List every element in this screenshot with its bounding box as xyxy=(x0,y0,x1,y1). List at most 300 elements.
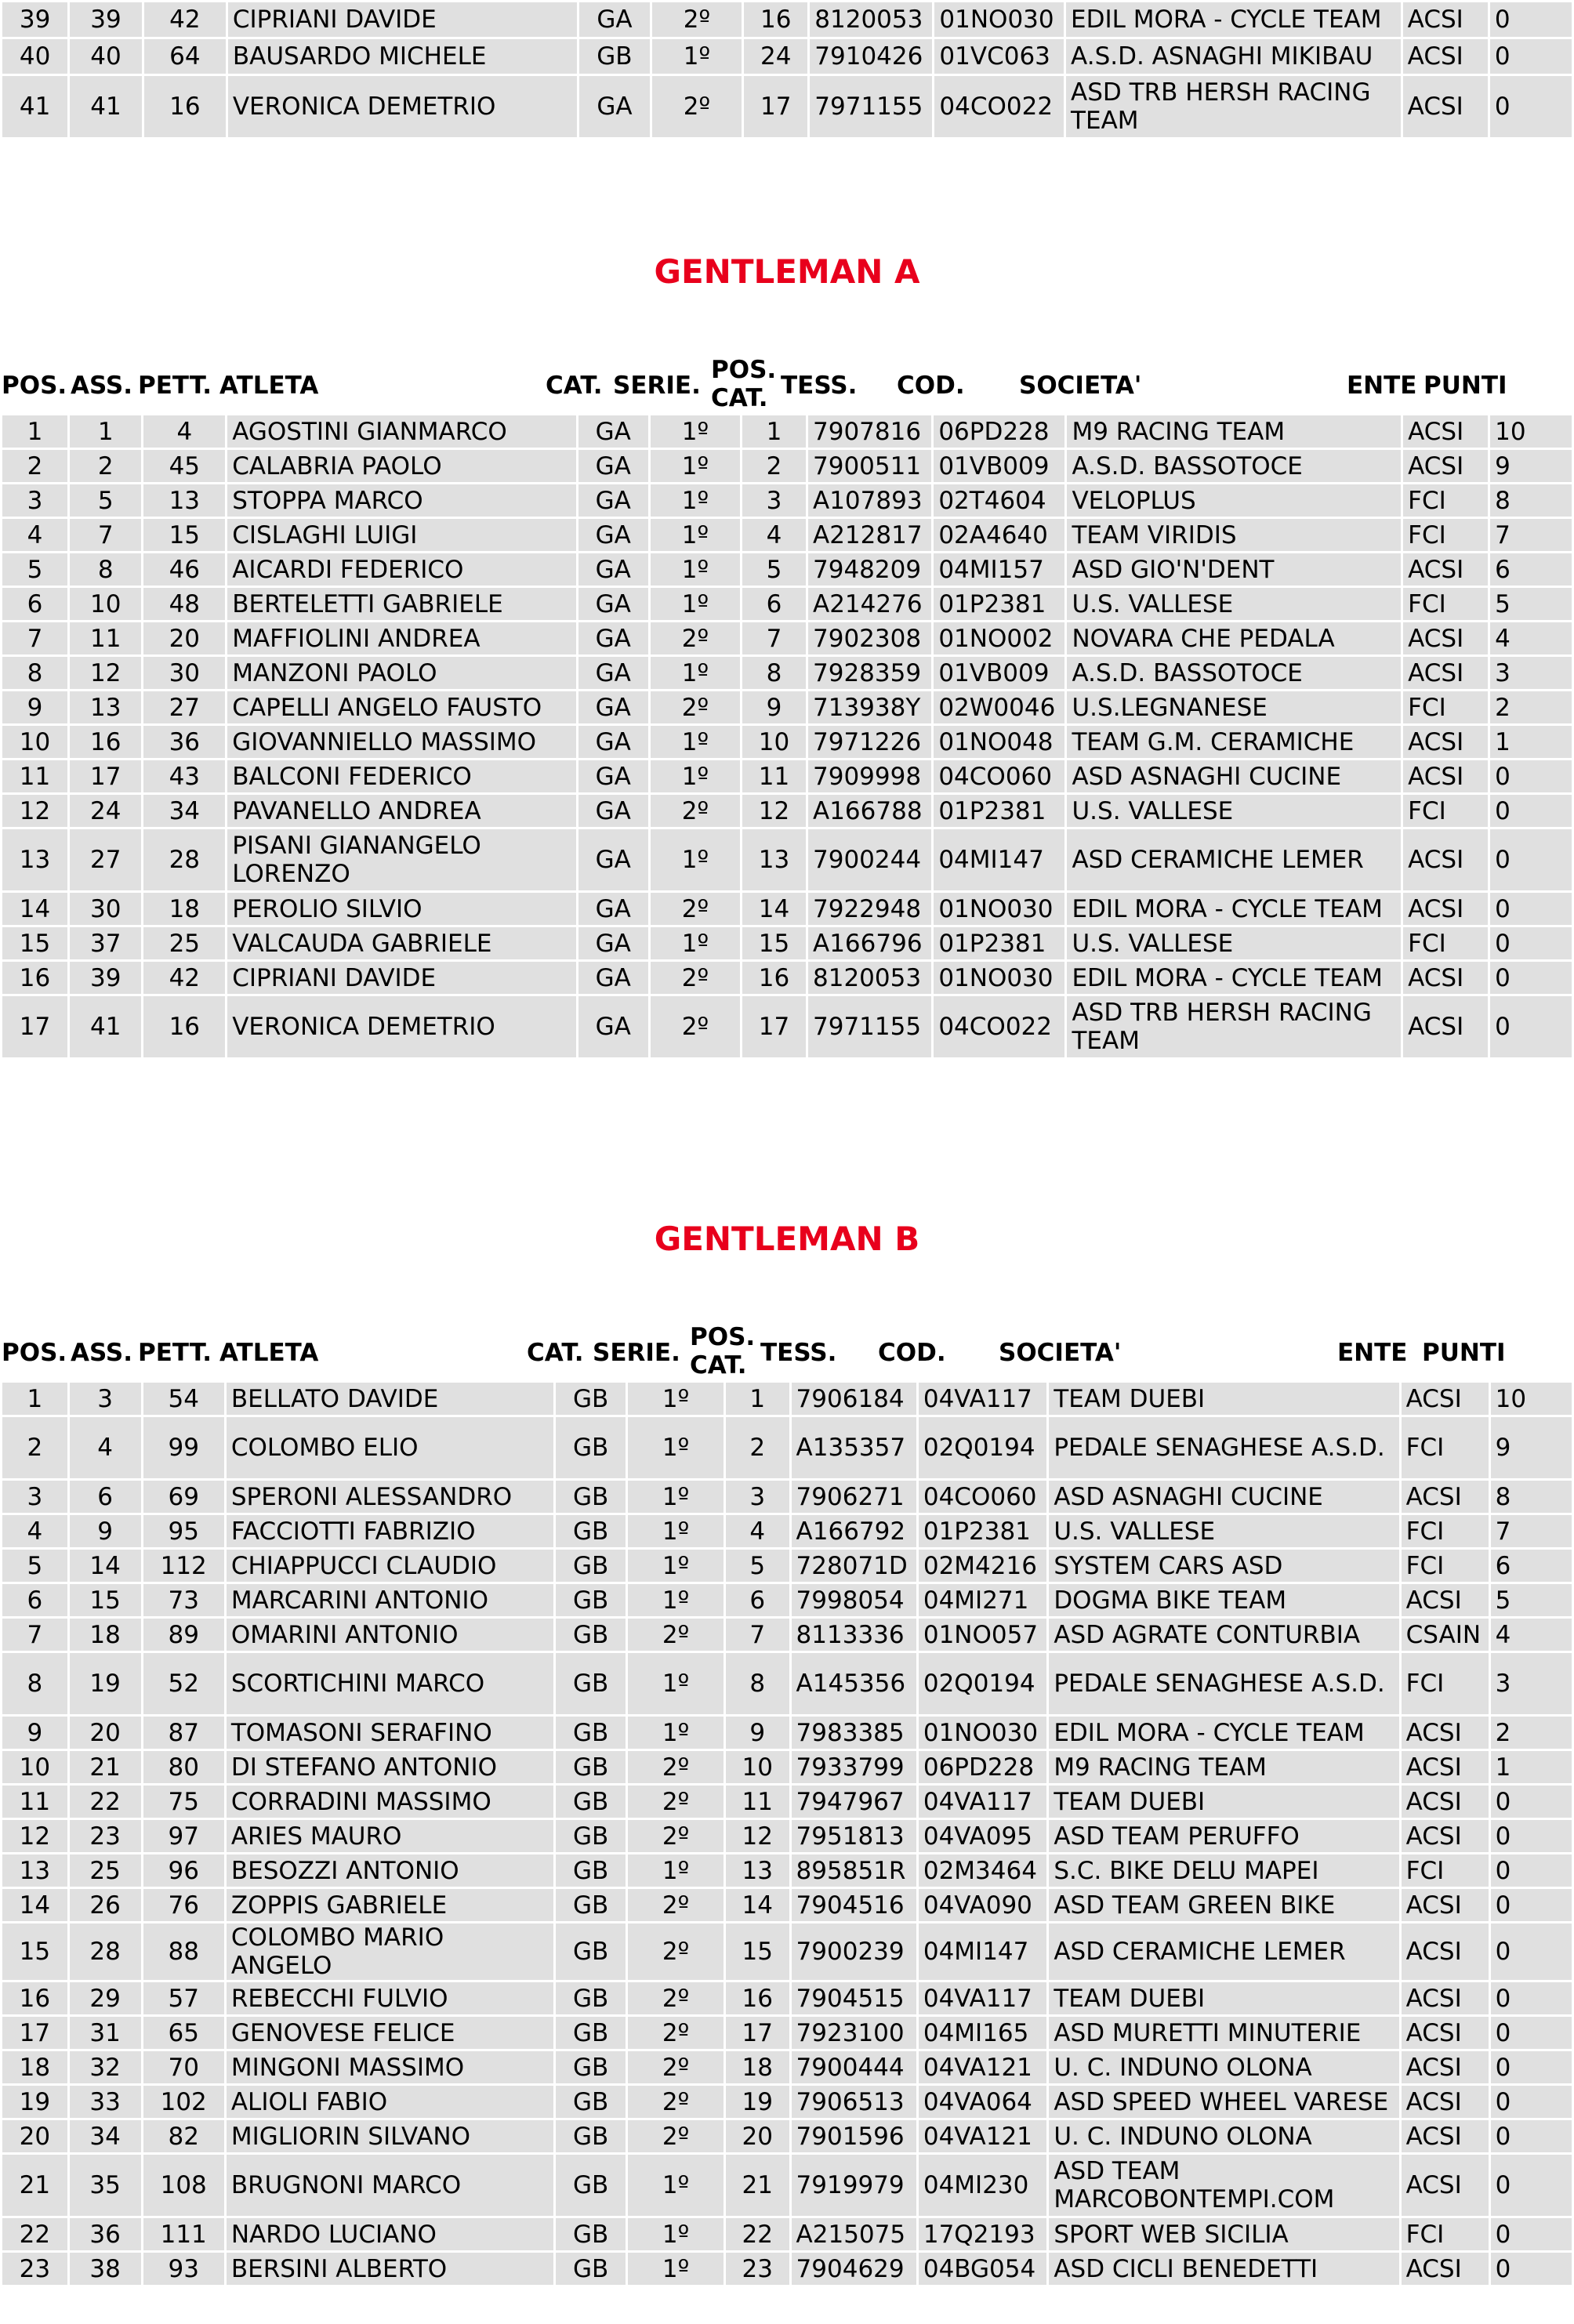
cell-societa: A.S.D. BASSOTOCE xyxy=(1067,657,1401,689)
cell-ente: FCI xyxy=(1403,588,1488,620)
cell-pett: 73 xyxy=(143,1584,224,1616)
cell-ente: ACSI xyxy=(1402,2086,1489,2118)
cell-pos-cat: 16 xyxy=(744,2,807,37)
header-pos-cat: POS. xyxy=(711,356,777,384)
cell-cat: GB xyxy=(579,39,649,74)
cell-ass: 22 xyxy=(70,1786,141,1818)
cell-ass: 37 xyxy=(70,927,141,959)
cell-tess: 7933799 xyxy=(792,1751,916,1783)
cell-societa: U.S. VALLESE xyxy=(1067,588,1401,620)
cell-cat: GB xyxy=(556,2017,626,2049)
cell-pos: 41 xyxy=(2,76,67,137)
cell-serie: 1º xyxy=(628,1383,724,1415)
cell-ente: ACSI xyxy=(1402,1820,1489,1852)
cell-ass: 35 xyxy=(70,2155,141,2216)
header-ass: ASS. xyxy=(71,372,133,400)
cell-societa: TEAM DUEBI xyxy=(1049,1982,1398,2014)
cell-pos: 17 xyxy=(2,2017,67,2049)
cell-serie: 1º xyxy=(628,1854,724,1887)
cell-punti: 0 xyxy=(1490,927,1572,959)
cell-ass: 9 xyxy=(70,1515,141,1547)
cell-cat: GA xyxy=(578,415,648,448)
cell-punti: 0 xyxy=(1491,2218,1572,2250)
cell-punti: 0 xyxy=(1491,1820,1572,1852)
cell-punti: 8 xyxy=(1491,1481,1572,1513)
cell-ass: 4 xyxy=(70,1417,141,1478)
cell-cat: GA xyxy=(578,553,648,586)
cell-atleta: STOPPA MARCO xyxy=(227,484,575,517)
cell-pos-cat: 19 xyxy=(726,2086,789,2118)
cell-societa: NOVARA CHE PEDALA xyxy=(1067,622,1401,654)
cell-pos: 5 xyxy=(2,553,67,586)
cell-cat: GA xyxy=(578,893,648,925)
cell-pos: 7 xyxy=(2,1619,67,1651)
cell-societa: EDIL MORA - CYCLE TEAM xyxy=(1067,962,1401,994)
cell-pos-cat: 7 xyxy=(742,622,806,654)
cell-cat: GA xyxy=(578,450,648,482)
cell-cat: GB xyxy=(556,2051,626,2083)
cell-ente: ACSI xyxy=(1403,76,1488,137)
cell-pos: 1 xyxy=(2,415,67,448)
table-row xyxy=(2,450,1572,482)
cell-ente: ACSI xyxy=(1402,1889,1489,1921)
cell-cat: GA xyxy=(579,76,649,137)
cell-serie: 1º xyxy=(652,39,742,74)
header-tess: TESS. xyxy=(781,372,858,400)
cell-pos-cat: 10 xyxy=(742,726,806,758)
cell-cat: GB xyxy=(556,1889,626,1921)
cell-serie: 1º xyxy=(651,927,740,959)
cell-ass: 29 xyxy=(70,1982,141,2014)
cell-serie: 1º xyxy=(628,1515,724,1547)
cell-cod: 02M3464 xyxy=(919,1854,1046,1887)
cell-serie: 2º xyxy=(652,76,742,137)
cell-pett: 4 xyxy=(143,415,225,448)
cell-ass: 5 xyxy=(70,484,141,517)
table-row xyxy=(2,1786,1572,1818)
cell-ente: ACSI xyxy=(1403,39,1488,74)
cell-ass: 1 xyxy=(70,415,141,448)
table-row xyxy=(2,1854,1572,1887)
cell-pett: 96 xyxy=(143,1854,224,1887)
cell-punti: 7 xyxy=(1490,519,1572,551)
cell-pos: 21 xyxy=(2,2155,67,2216)
cell-cod: 02Q0194 xyxy=(919,1653,1046,1714)
cell-tess: 7906513 xyxy=(792,2086,916,2118)
cell-pos: 3 xyxy=(2,1481,67,1513)
cell-ente: ACSI xyxy=(1403,2,1488,37)
cell-societa: U.S.LEGNANESE xyxy=(1067,691,1401,723)
header-serie: SERIE. xyxy=(613,372,701,400)
table-row xyxy=(2,519,1572,551)
cell-tess: 7922948 xyxy=(808,893,931,925)
cell-societa: ASD TEAM MARCOBONTEMPI.COM xyxy=(1049,2155,1398,2216)
cell-cod: 04VA121 xyxy=(919,2051,1046,2083)
cell-atleta: CALABRIA PAOLO xyxy=(227,450,575,482)
cell-ente: ACSI xyxy=(1403,962,1488,994)
cell-serie: 2º xyxy=(628,2017,724,2049)
cell-pett: 97 xyxy=(143,1820,224,1852)
cell-atleta: VALCAUDA GABRIELE xyxy=(227,927,575,959)
cell-cat: GB xyxy=(556,2218,626,2250)
cell-atleta: VERONICA DEMETRIO xyxy=(228,76,577,137)
header-cat: CAT. xyxy=(527,1339,584,1367)
cell-punti: 2 xyxy=(1491,1717,1572,1749)
cell-cod: 01VB009 xyxy=(934,657,1064,689)
cell-cat: GA xyxy=(578,484,648,517)
cell-ass: 19 xyxy=(70,1653,141,1714)
cell-serie: 2º xyxy=(651,996,740,1057)
cell-societa: M9 RACING TEAM xyxy=(1049,1751,1398,1783)
cell-pos: 20 xyxy=(2,2120,67,2152)
cell-pett: 88 xyxy=(143,1923,224,1980)
cell-societa: ASD ASNAGHI CUCINE xyxy=(1049,1481,1398,1513)
cell-societa: ASD CERAMICHE LEMER xyxy=(1049,1923,1398,1980)
cell-tess: A135357 xyxy=(792,1417,916,1478)
cell-cat: GB xyxy=(556,2120,626,2152)
cell-atleta: MARCARINI ANTONIO xyxy=(227,1584,553,1616)
cell-serie: 1º xyxy=(651,588,740,620)
cell-serie: 1º xyxy=(628,2155,724,2216)
cell-ass: 2 xyxy=(70,450,141,482)
cell-pett: 46 xyxy=(143,553,225,586)
cell-punti: 0 xyxy=(1490,760,1572,792)
cell-punti: 10 xyxy=(1490,415,1572,448)
cell-cod: 04MI157 xyxy=(934,553,1064,586)
cell-ente: FCI xyxy=(1403,927,1488,959)
cell-pett: 30 xyxy=(143,657,225,689)
cell-ass: 36 xyxy=(70,2218,141,2250)
cell-tess: 7971155 xyxy=(810,76,932,137)
cell-ass: 41 xyxy=(70,76,142,137)
cell-societa: ASD MURETTI MINUTERIE xyxy=(1049,2017,1398,2049)
cell-cod: 01NO030 xyxy=(934,962,1064,994)
cell-tess: 7900244 xyxy=(808,829,931,890)
cell-cat: GA xyxy=(578,996,648,1057)
table-row xyxy=(2,1619,1572,1651)
cell-cat: GB xyxy=(556,2086,626,2118)
cell-cat: GB xyxy=(556,1619,626,1651)
cell-cod: 02M4216 xyxy=(919,1550,1046,1582)
cell-tess: 7948209 xyxy=(808,553,931,586)
cell-tess: 7904515 xyxy=(792,1982,916,2014)
cell-societa: TEAM G.M. CERAMICHE xyxy=(1067,726,1401,758)
cell-atleta: REBECCHI FULVIO xyxy=(227,1982,553,2014)
cell-ente: CSAIN xyxy=(1402,1619,1489,1651)
cell-serie: 2º xyxy=(628,2086,724,2118)
cell-punti: 0 xyxy=(1491,1923,1572,1980)
table-row xyxy=(2,2155,1572,2216)
cell-cod: 01P2381 xyxy=(934,927,1064,959)
cell-atleta: BALCONI FEDERICO xyxy=(227,760,575,792)
cell-ass: 23 xyxy=(70,1820,141,1852)
cell-cod: 04VA117 xyxy=(919,1982,1046,2014)
cell-societa: TEAM DUEBI xyxy=(1049,1383,1398,1415)
cell-ente: ACSI xyxy=(1402,2155,1489,2216)
cell-serie: 2º xyxy=(628,2051,724,2083)
cell-serie: 2º xyxy=(651,622,740,654)
table-row xyxy=(2,657,1572,689)
cell-ass: 28 xyxy=(70,1923,141,1980)
cell-atleta: CORRADINI MASSIMO xyxy=(227,1786,553,1818)
header-pos-cat: CAT. xyxy=(711,384,768,412)
cell-cod: 02W0046 xyxy=(934,691,1064,723)
cell-tess: A214276 xyxy=(808,588,931,620)
cell-atleta: PEROLIO SILVIO xyxy=(227,893,575,925)
cell-serie: 1º xyxy=(628,2253,724,2285)
cell-societa: U. C. INDUNO OLONA xyxy=(1049,2051,1398,2083)
cell-serie: 1º xyxy=(651,519,740,551)
cell-ente: ACSI xyxy=(1402,1717,1489,1749)
cell-tess: 895851R xyxy=(792,1854,916,1887)
cell-ass: 6 xyxy=(70,1481,141,1513)
cell-pett: 89 xyxy=(143,1619,224,1651)
cell-atleta: BAUSARDO MICHELE xyxy=(228,39,577,74)
cell-pett: 108 xyxy=(143,2155,224,2216)
cell-cod: 04VA117 xyxy=(919,1383,1046,1415)
cell-pett: 18 xyxy=(143,893,225,925)
cell-atleta: VERONICA DEMETRIO xyxy=(227,996,575,1057)
cell-atleta: CAPELLI ANGELO FAUSTO xyxy=(227,691,575,723)
header-pos: POS. xyxy=(2,372,67,400)
cell-tess: 7928359 xyxy=(808,657,931,689)
cell-pett: 34 xyxy=(143,795,225,827)
cell-cod: 04CO022 xyxy=(934,76,1064,137)
cell-atleta: BERTELETTI GABRIELE xyxy=(227,588,575,620)
cell-tess: 7909998 xyxy=(808,760,931,792)
cell-ass: 8 xyxy=(70,553,141,586)
table-row xyxy=(2,691,1572,723)
table-row xyxy=(2,962,1572,994)
cell-punti: 5 xyxy=(1491,1584,1572,1616)
cell-pos: 5 xyxy=(2,1550,67,1582)
cell-atleta: MANZONI PAOLO xyxy=(227,657,575,689)
cell-pos-cat: 14 xyxy=(726,1889,789,1921)
cell-pos-cat: 1 xyxy=(742,415,806,448)
cell-atleta: COLOMBO MARIO ANGELO xyxy=(227,1923,553,1980)
cell-pos: 15 xyxy=(2,927,67,959)
cell-tess: A215075 xyxy=(792,2218,916,2250)
cell-cod: 01VB009 xyxy=(934,450,1064,482)
cell-pos-cat: 13 xyxy=(726,1854,789,1887)
cell-pos-cat: 17 xyxy=(744,76,807,137)
cell-pos: 13 xyxy=(2,829,67,890)
header-cod: COD. xyxy=(878,1339,946,1367)
cell-ente: ACSI xyxy=(1403,829,1488,890)
cell-societa: PEDALE SENAGHESE A.S.D. xyxy=(1049,1417,1398,1478)
cell-tess: 7919979 xyxy=(792,2155,916,2216)
cell-cat: GB xyxy=(556,1982,626,2014)
cell-punti: 0 xyxy=(1490,76,1572,137)
cell-ass: 40 xyxy=(70,39,142,74)
cell-ente: FCI xyxy=(1403,795,1488,827)
results-table-gentleman-a xyxy=(0,413,1574,1060)
cell-ente: ACSI xyxy=(1402,2051,1489,2083)
cell-cod: 01P2381 xyxy=(919,1515,1046,1547)
cell-punti: 0 xyxy=(1490,39,1572,74)
cell-ente: FCI xyxy=(1402,1550,1489,1582)
cell-serie: 2º xyxy=(628,2120,724,2152)
cell-pos-cat: 18 xyxy=(726,2051,789,2083)
cell-ass: 20 xyxy=(70,1717,141,1749)
cell-pos-cat: 15 xyxy=(742,927,806,959)
cell-tess: 8120053 xyxy=(810,2,932,37)
cell-pos: 8 xyxy=(2,1653,67,1714)
cell-pos-cat: 13 xyxy=(742,829,806,890)
cell-cat: GA xyxy=(578,726,648,758)
cell-tess: 8113336 xyxy=(792,1619,916,1651)
cell-pos-cat: 20 xyxy=(726,2120,789,2152)
cell-serie: 1º xyxy=(651,829,740,890)
cell-serie: 1º xyxy=(628,1417,724,1478)
cell-atleta: ARIES MAURO xyxy=(227,1820,553,1852)
cell-societa: S.C. BIKE DELU MAPEI xyxy=(1049,1854,1398,1887)
cell-pos: 40 xyxy=(2,39,67,74)
cell-societa: PEDALE SENAGHESE A.S.D. xyxy=(1049,1653,1398,1714)
cell-tess: 7900511 xyxy=(808,450,931,482)
cell-cod: 01NO030 xyxy=(919,1717,1046,1749)
table-row xyxy=(2,927,1572,959)
section-title-gentleman-a: GENTLEMAN A xyxy=(654,252,920,291)
cell-pett: 70 xyxy=(143,2051,224,2083)
header-ente: ENTE xyxy=(1347,372,1417,400)
table-row xyxy=(2,76,1572,137)
cell-punti: 3 xyxy=(1491,1653,1572,1714)
cell-serie: 2º xyxy=(651,893,740,925)
cell-pos-cat: 10 xyxy=(726,1751,789,1783)
cell-atleta: OMARINI ANTONIO xyxy=(227,1619,553,1651)
cell-cod: 02Q0194 xyxy=(919,1417,1046,1478)
cell-cat: GB xyxy=(556,1786,626,1818)
cell-cod: 04MI271 xyxy=(919,1584,1046,1616)
cell-pos: 10 xyxy=(2,726,67,758)
cell-pett: 27 xyxy=(143,691,225,723)
cell-pett: 43 xyxy=(143,760,225,792)
cell-serie: 1º xyxy=(651,553,740,586)
cell-cod: 06PD228 xyxy=(919,1751,1046,1783)
cell-pett: 52 xyxy=(143,1653,224,1714)
cell-atleta: BRUGNONI MARCO xyxy=(227,2155,553,2216)
header-tess: TESS. xyxy=(760,1339,837,1367)
cell-pos: 4 xyxy=(2,519,67,551)
cell-serie: 1º xyxy=(628,1550,724,1582)
cell-cat: GB xyxy=(556,1751,626,1783)
cell-atleta: CIPRIANI DAVIDE xyxy=(227,962,575,994)
cell-tess: A166796 xyxy=(808,927,931,959)
cell-societa: ASD ASNAGHI CUCINE xyxy=(1067,760,1401,792)
cell-tess: 728071D xyxy=(792,1550,916,1582)
cell-ass: 39 xyxy=(70,962,141,994)
cell-ente: ACSI xyxy=(1402,2253,1489,2285)
cell-serie: 1º xyxy=(628,2218,724,2250)
cell-ass: 13 xyxy=(70,691,141,723)
cell-ente: ACSI xyxy=(1402,1584,1489,1616)
cell-societa: VELOPLUS xyxy=(1067,484,1401,517)
cell-pos-cat: 17 xyxy=(742,996,806,1057)
cell-ente: ACSI xyxy=(1403,553,1488,586)
cell-tess: 7906184 xyxy=(792,1383,916,1415)
table-row xyxy=(2,1550,1572,1582)
cell-serie: 2º xyxy=(628,1889,724,1921)
cell-pos: 8 xyxy=(2,657,67,689)
cell-pett: 102 xyxy=(143,2086,224,2118)
table-row xyxy=(2,1653,1572,1714)
cell-punti: 4 xyxy=(1491,1619,1572,1651)
cell-punti: 0 xyxy=(1491,2086,1572,2118)
table-row xyxy=(2,622,1572,654)
cell-pos-cat: 22 xyxy=(726,2218,789,2250)
cell-societa: TEAM VIRIDIS xyxy=(1067,519,1401,551)
table-row xyxy=(2,588,1572,620)
cell-ass: 11 xyxy=(70,622,141,654)
cell-ass: 31 xyxy=(70,2017,141,2049)
cell-pett: 112 xyxy=(143,1550,224,1582)
cell-pos: 23 xyxy=(2,2253,67,2285)
cell-ente: ACSI xyxy=(1402,1982,1489,2014)
table-row xyxy=(2,2086,1572,2118)
cell-punti: 0 xyxy=(1491,2051,1572,2083)
cell-tess: 7901596 xyxy=(792,2120,916,2152)
cell-serie: 2º xyxy=(651,795,740,827)
cell-pos: 12 xyxy=(2,795,67,827)
cell-societa: U. C. INDUNO OLONA xyxy=(1049,2120,1398,2152)
table-row xyxy=(2,1417,1572,1478)
cell-atleta: SCORTICHINI MARCO xyxy=(227,1653,553,1714)
cell-atleta: CIPRIANI DAVIDE xyxy=(228,2,577,37)
cell-societa: M9 RACING TEAM xyxy=(1067,415,1401,448)
header-ente: ENTE xyxy=(1337,1339,1408,1367)
cell-cat: GB xyxy=(556,1923,626,1980)
cell-pos: 16 xyxy=(2,962,67,994)
cell-pett: 42 xyxy=(143,962,225,994)
cell-punti: 0 xyxy=(1491,1889,1572,1921)
cell-cod: 01NO002 xyxy=(934,622,1064,654)
cell-pos-cat: 16 xyxy=(726,1982,789,2014)
cell-pos: 3 xyxy=(2,484,67,517)
table-row xyxy=(2,1820,1572,1852)
cell-pos: 14 xyxy=(2,893,67,925)
cell-cat: GB xyxy=(556,1417,626,1478)
cell-pos: 22 xyxy=(2,2218,67,2250)
cell-cod: 02T4604 xyxy=(934,484,1064,517)
cell-ass: 16 xyxy=(70,726,141,758)
cell-pett: 75 xyxy=(143,1786,224,1818)
cell-societa: EDIL MORA - CYCLE TEAM xyxy=(1067,893,1401,925)
cell-pos: 4 xyxy=(2,1515,67,1547)
cell-ass: 7 xyxy=(70,519,141,551)
cell-ente: ACSI xyxy=(1403,415,1488,448)
cell-serie: 2º xyxy=(652,2,742,37)
cell-pos-cat: 24 xyxy=(744,39,807,74)
cell-cod: 04MI165 xyxy=(919,2017,1046,2049)
cell-pett: 25 xyxy=(143,927,225,959)
cell-ass: 24 xyxy=(70,795,141,827)
cell-ass: 39 xyxy=(70,2,142,37)
header-punti: PUNTI xyxy=(1422,1339,1506,1367)
cell-cod: 04VA117 xyxy=(919,1786,1046,1818)
table-row xyxy=(2,2051,1572,2083)
cell-serie: 2º xyxy=(628,1619,724,1651)
cell-punti: 0 xyxy=(1490,829,1572,890)
table-row xyxy=(2,1923,1572,1980)
cell-ass: 12 xyxy=(70,657,141,689)
cell-societa: ASD GIO'N'DENT xyxy=(1067,553,1401,586)
cell-serie: 1º xyxy=(651,657,740,689)
cell-pos: 1 xyxy=(2,1383,67,1415)
cell-pos-cat: 23 xyxy=(726,2253,789,2285)
cell-punti: 6 xyxy=(1491,1550,1572,1582)
cell-ass: 21 xyxy=(70,1751,141,1783)
